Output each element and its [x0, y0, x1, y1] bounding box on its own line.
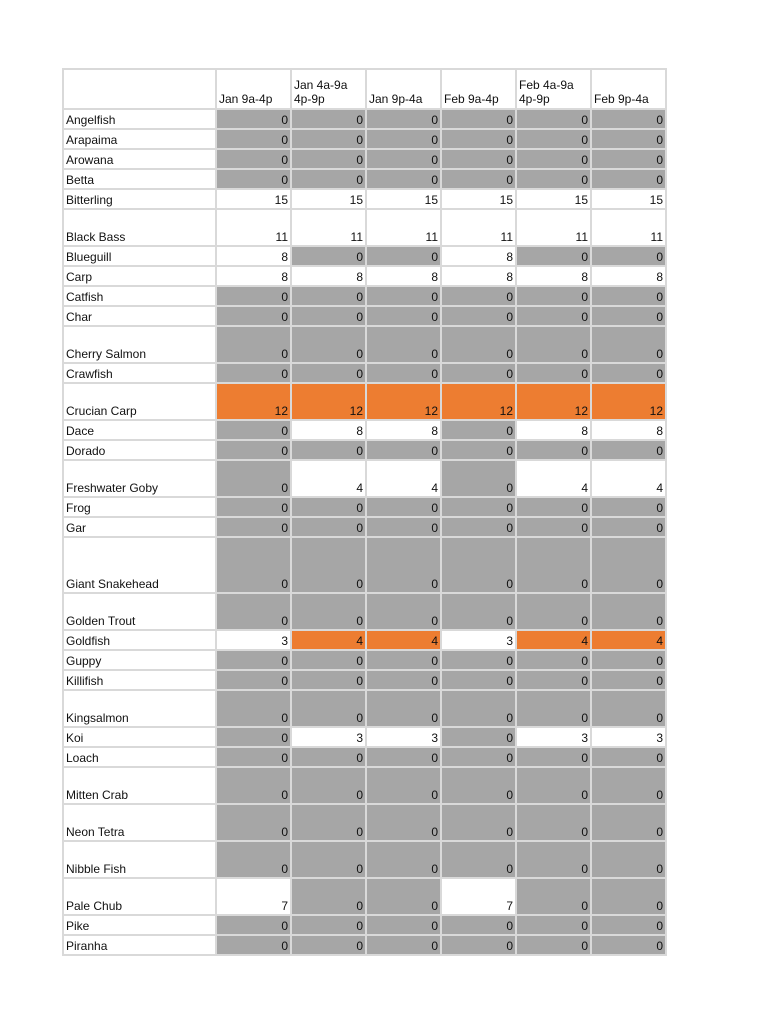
- value-cell[interactable]: 0: [216, 727, 291, 747]
- value-cell[interactable]: 0: [441, 286, 516, 306]
- value-cell[interactable]: 0: [216, 497, 291, 517]
- value-cell[interactable]: 8: [216, 246, 291, 266]
- value-cell[interactable]: 0: [216, 420, 291, 440]
- value-cell[interactable]: 0: [441, 440, 516, 460]
- value-cell[interactable]: 0: [516, 767, 591, 804]
- value-cell[interactable]: 8: [291, 420, 366, 440]
- table-row: [63, 593, 666, 630]
- value-cell[interactable]: 0: [216, 650, 291, 670]
- fish-name-cell[interactable]: Crucian Carp: [63, 383, 216, 420]
- fish-name-cell[interactable]: Angelfish: [63, 109, 216, 129]
- value-cell[interactable]: 0: [291, 497, 366, 517]
- value-cell[interactable]: 0: [366, 149, 441, 169]
- fish-name-cell[interactable]: Koi: [63, 727, 216, 747]
- value-cell[interactable]: 0: [516, 650, 591, 670]
- table-row: [63, 189, 666, 209]
- value-cell[interactable]: 8: [441, 266, 516, 286]
- value-cell[interactable]: 0: [291, 129, 366, 149]
- value-cell[interactable]: 0: [591, 537, 666, 593]
- value-cell[interactable]: 0: [591, 690, 666, 727]
- table-row: [63, 109, 666, 129]
- table-row: [63, 650, 666, 670]
- table-row: [63, 169, 666, 189]
- value-cell[interactable]: 0: [366, 804, 441, 841]
- value-cell[interactable]: 0: [516, 497, 591, 517]
- table-row: [63, 804, 666, 841]
- value-cell[interactable]: 0: [441, 537, 516, 593]
- value-cell[interactable]: 0: [516, 804, 591, 841]
- value-cell[interactable]: 12: [366, 383, 441, 420]
- value-cell[interactable]: 4: [516, 630, 591, 650]
- table-row: [63, 266, 666, 286]
- value-cell[interactable]: 0: [441, 306, 516, 326]
- value-cell[interactable]: 3: [216, 630, 291, 650]
- fish-name-cell[interactable]: Neon Tetra: [63, 804, 216, 841]
- value-cell[interactable]: 0: [291, 915, 366, 935]
- fish-name-cell[interactable]: Frog: [63, 497, 216, 517]
- value-cell[interactable]: 0: [591, 149, 666, 169]
- value-cell[interactable]: 0: [441, 767, 516, 804]
- value-cell[interactable]: 0: [516, 517, 591, 537]
- value-cell[interactable]: 0: [291, 650, 366, 670]
- table-row: [63, 306, 666, 326]
- value-cell[interactable]: 3: [591, 727, 666, 747]
- value-cell[interactable]: 0: [441, 109, 516, 129]
- fish-name-cell[interactable]: Arowana: [63, 149, 216, 169]
- table-row: [63, 497, 666, 517]
- value-cell[interactable]: 0: [216, 690, 291, 727]
- value-cell[interactable]: 0: [291, 670, 366, 690]
- value-cell[interactable]: 0: [366, 306, 441, 326]
- value-cell[interactable]: 0: [516, 129, 591, 149]
- value-cell[interactable]: 0: [291, 169, 366, 189]
- value-cell[interactable]: 11: [216, 209, 291, 246]
- value-cell[interactable]: 0: [366, 593, 441, 630]
- value-cell[interactable]: 0: [291, 149, 366, 169]
- value-cell[interactable]: 0: [216, 326, 291, 363]
- value-cell[interactable]: 0: [441, 460, 516, 497]
- value-cell[interactable]: 0: [366, 326, 441, 363]
- table-row: [63, 209, 666, 246]
- value-cell[interactable]: 3: [516, 727, 591, 747]
- value-cell[interactable]: 8: [516, 420, 591, 440]
- value-cell[interactable]: 3: [291, 727, 366, 747]
- value-cell[interactable]: 4: [291, 460, 366, 497]
- value-cell[interactable]: 0: [516, 841, 591, 878]
- value-cell[interactable]: 0: [516, 363, 591, 383]
- value-cell[interactable]: 0: [441, 935, 516, 955]
- value-cell[interactable]: 0: [441, 517, 516, 537]
- value-cell[interactable]: 11: [366, 209, 441, 246]
- value-cell[interactable]: 0: [516, 878, 591, 915]
- value-cell[interactable]: 11: [441, 209, 516, 246]
- value-cell[interactable]: 8: [591, 266, 666, 286]
- value-cell[interactable]: 15: [291, 189, 366, 209]
- value-cell[interactable]: 0: [366, 537, 441, 593]
- value-cell[interactable]: 0: [216, 129, 291, 149]
- fish-name-cell[interactable]: Guppy: [63, 650, 216, 670]
- value-cell[interactable]: 0: [516, 935, 591, 955]
- table-row: [63, 841, 666, 878]
- value-cell[interactable]: 0: [591, 878, 666, 915]
- value-cell[interactable]: 4: [591, 630, 666, 650]
- table-row: [63, 767, 666, 804]
- value-cell[interactable]: 0: [216, 915, 291, 935]
- value-cell[interactable]: 0: [441, 363, 516, 383]
- value-cell[interactable]: 0: [216, 747, 291, 767]
- value-cell[interactable]: 3: [366, 727, 441, 747]
- header-jan-9p-4a[interactable]: Jan 9p-4a: [366, 69, 441, 109]
- fish-name-cell[interactable]: Giant Snakehead: [63, 537, 216, 593]
- table-row: [63, 326, 666, 363]
- value-cell[interactable]: 0: [366, 517, 441, 537]
- value-cell[interactable]: 0: [216, 363, 291, 383]
- value-cell[interactable]: 0: [216, 286, 291, 306]
- value-cell[interactable]: 0: [216, 670, 291, 690]
- value-cell[interactable]: 0: [291, 363, 366, 383]
- value-cell[interactable]: 0: [441, 841, 516, 878]
- value-cell[interactable]: 0: [291, 440, 366, 460]
- header-feb-4a-9a-4p-9p[interactable]: Feb 4a-9a 4p-9p: [516, 69, 591, 109]
- value-cell[interactable]: 0: [291, 767, 366, 804]
- value-cell[interactable]: 8: [441, 246, 516, 266]
- value-cell[interactable]: 0: [291, 286, 366, 306]
- table-row: [63, 878, 666, 915]
- fish-name-cell[interactable]: Char: [63, 306, 216, 326]
- table-row: [63, 517, 666, 537]
- value-cell[interactable]: 0: [216, 935, 291, 955]
- header-feb-9p-4a[interactable]: Feb 9p-4a: [591, 69, 666, 109]
- value-cell[interactable]: 0: [591, 286, 666, 306]
- header-corner-cell[interactable]: [63, 69, 216, 109]
- fish-name-cell[interactable]: Black Bass: [63, 209, 216, 246]
- value-cell[interactable]: 0: [516, 109, 591, 129]
- fish-name-cell[interactable]: Dace: [63, 420, 216, 440]
- table-row: [63, 747, 666, 767]
- value-cell[interactable]: 0: [516, 246, 591, 266]
- value-cell[interactable]: 0: [291, 306, 366, 326]
- value-cell[interactable]: 0: [291, 690, 366, 727]
- table-row: [63, 630, 666, 650]
- value-cell[interactable]: 4: [516, 460, 591, 497]
- value-cell[interactable]: 0: [291, 747, 366, 767]
- value-cell[interactable]: 0: [591, 670, 666, 690]
- value-cell[interactable]: 0: [441, 497, 516, 517]
- value-cell[interactable]: 0: [441, 727, 516, 747]
- value-cell[interactable]: 4: [366, 630, 441, 650]
- value-cell[interactable]: 15: [591, 189, 666, 209]
- value-cell[interactable]: 8: [516, 266, 591, 286]
- value-cell[interactable]: 0: [516, 149, 591, 169]
- value-cell[interactable]: 0: [216, 841, 291, 878]
- value-cell[interactable]: 0: [216, 537, 291, 593]
- header-jan-9a-4p[interactable]: Jan 9a-4p: [216, 69, 291, 109]
- value-cell[interactable]: 0: [441, 804, 516, 841]
- value-cell[interactable]: 0: [516, 537, 591, 593]
- value-cell[interactable]: 15: [441, 189, 516, 209]
- value-cell[interactable]: 0: [516, 915, 591, 935]
- fish-name-cell[interactable]: Kingsalmon: [63, 690, 216, 727]
- value-cell[interactable]: 0: [291, 841, 366, 878]
- value-cell[interactable]: 4: [591, 460, 666, 497]
- value-cell[interactable]: 0: [441, 129, 516, 149]
- value-cell[interactable]: 11: [291, 209, 366, 246]
- value-cell[interactable]: 0: [591, 129, 666, 149]
- value-cell[interactable]: 0: [366, 878, 441, 915]
- value-cell[interactable]: 0: [591, 246, 666, 266]
- value-cell[interactable]: 0: [291, 935, 366, 955]
- value-cell[interactable]: 11: [516, 209, 591, 246]
- value-cell[interactable]: 0: [441, 326, 516, 363]
- value-cell[interactable]: 8: [591, 420, 666, 440]
- value-cell[interactable]: 0: [216, 149, 291, 169]
- value-cell[interactable]: 0: [591, 593, 666, 630]
- value-cell[interactable]: 8: [366, 266, 441, 286]
- value-cell[interactable]: 0: [591, 326, 666, 363]
- value-cell[interactable]: 0: [366, 650, 441, 670]
- value-cell[interactable]: 0: [291, 593, 366, 630]
- value-cell[interactable]: 0: [291, 537, 366, 593]
- value-cell[interactable]: 0: [216, 109, 291, 129]
- value-cell[interactable]: 0: [216, 767, 291, 804]
- value-cell[interactable]: 0: [591, 109, 666, 129]
- value-cell[interactable]: 0: [216, 306, 291, 326]
- value-cell[interactable]: 0: [591, 767, 666, 804]
- value-cell[interactable]: 12: [291, 383, 366, 420]
- table-row: [63, 537, 666, 593]
- value-cell[interactable]: 0: [441, 650, 516, 670]
- fish-name-cell[interactable]: Carp: [63, 266, 216, 286]
- fish-name-cell[interactable]: Goldfish: [63, 630, 216, 650]
- table-row: [63, 286, 666, 306]
- value-cell[interactable]: 12: [216, 383, 291, 420]
- table-body: [63, 109, 666, 955]
- value-cell[interactable]: 0: [516, 593, 591, 630]
- fish-name-cell[interactable]: Blueguill: [63, 246, 216, 266]
- fish-availability-table: [62, 68, 667, 956]
- fish-name-cell[interactable]: Gar: [63, 517, 216, 537]
- fish-name-cell[interactable]: Bitterling: [63, 189, 216, 209]
- value-cell[interactable]: 0: [216, 440, 291, 460]
- value-cell[interactable]: 3: [441, 630, 516, 650]
- value-cell[interactable]: 0: [366, 747, 441, 767]
- value-cell[interactable]: 0: [366, 767, 441, 804]
- value-cell[interactable]: 0: [591, 935, 666, 955]
- table-row: [63, 363, 666, 383]
- value-cell[interactable]: 0: [216, 517, 291, 537]
- value-cell[interactable]: 0: [441, 915, 516, 935]
- value-cell[interactable]: 0: [441, 747, 516, 767]
- fish-name-cell[interactable]: Mitten Crab: [63, 767, 216, 804]
- value-cell[interactable]: 0: [441, 670, 516, 690]
- value-cell[interactable]: 0: [591, 915, 666, 935]
- fish-name-cell[interactable]: Killifish: [63, 670, 216, 690]
- value-cell[interactable]: 0: [441, 169, 516, 189]
- value-cell[interactable]: 11: [591, 209, 666, 246]
- value-cell[interactable]: 0: [591, 650, 666, 670]
- value-cell[interactable]: 0: [591, 804, 666, 841]
- fish-name-cell[interactable]: Betta: [63, 169, 216, 189]
- value-cell[interactable]: 0: [591, 169, 666, 189]
- value-cell[interactable]: 0: [366, 690, 441, 727]
- value-cell[interactable]: 0: [591, 306, 666, 326]
- fish-name-cell[interactable]: Catfish: [63, 286, 216, 306]
- value-cell[interactable]: 0: [591, 517, 666, 537]
- value-cell[interactable]: 0: [366, 841, 441, 878]
- value-cell[interactable]: 0: [366, 246, 441, 266]
- fish-name-cell[interactable]: Golden Trout: [63, 593, 216, 630]
- value-cell[interactable]: 0: [366, 109, 441, 129]
- value-cell[interactable]: 0: [216, 804, 291, 841]
- header-jan-4a-9a-4p-9p[interactable]: Jan 4a-9a 4p-9p: [291, 69, 366, 109]
- value-cell[interactable]: 0: [516, 690, 591, 727]
- value-cell[interactable]: 0: [591, 363, 666, 383]
- fish-name-cell[interactable]: Dorado: [63, 440, 216, 460]
- value-cell[interactable]: 0: [516, 747, 591, 767]
- table-row: [63, 670, 666, 690]
- value-cell[interactable]: 0: [216, 169, 291, 189]
- header-row: [63, 69, 666, 109]
- value-cell[interactable]: 8: [366, 420, 441, 440]
- fish-name-cell[interactable]: Loach: [63, 747, 216, 767]
- table-row: [63, 690, 666, 727]
- table-row: [63, 935, 666, 955]
- header-feb-9a-4p[interactable]: Feb 9a-4p: [441, 69, 516, 109]
- value-cell[interactable]: 0: [516, 440, 591, 460]
- value-cell[interactable]: 0: [216, 460, 291, 497]
- value-cell[interactable]: 0: [291, 878, 366, 915]
- value-cell[interactable]: 0: [516, 286, 591, 306]
- value-cell[interactable]: 0: [516, 306, 591, 326]
- fish-name-cell[interactable]: Nibble Fish: [63, 841, 216, 878]
- value-cell[interactable]: 15: [366, 189, 441, 209]
- value-cell[interactable]: 0: [516, 670, 591, 690]
- table-row: [63, 727, 666, 747]
- value-cell[interactable]: 0: [366, 440, 441, 460]
- table-row: [63, 440, 666, 460]
- value-cell[interactable]: 4: [291, 630, 366, 650]
- value-cell[interactable]: 0: [591, 747, 666, 767]
- table-row: [63, 460, 666, 497]
- value-cell[interactable]: 12: [591, 383, 666, 420]
- fish-name-cell[interactable]: Crawfish: [63, 363, 216, 383]
- value-cell[interactable]: 0: [441, 690, 516, 727]
- value-cell[interactable]: 0: [441, 149, 516, 169]
- fish-name-cell[interactable]: Freshwater Goby: [63, 460, 216, 497]
- value-cell[interactable]: 0: [291, 804, 366, 841]
- value-cell[interactable]: 0: [366, 363, 441, 383]
- value-cell[interactable]: 7: [216, 878, 291, 915]
- fish-name-cell[interactable]: Pale Chub: [63, 878, 216, 915]
- value-cell[interactable]: 0: [366, 670, 441, 690]
- value-cell[interactable]: 0: [441, 593, 516, 630]
- table-row: [63, 420, 666, 440]
- fish-name-cell[interactable]: Arapaima: [63, 129, 216, 149]
- value-cell[interactable]: 15: [516, 189, 591, 209]
- value-cell[interactable]: 0: [591, 497, 666, 517]
- value-cell[interactable]: 0: [291, 109, 366, 129]
- value-cell[interactable]: 0: [291, 246, 366, 266]
- value-cell[interactable]: 0: [591, 440, 666, 460]
- value-cell[interactable]: 7: [441, 878, 516, 915]
- value-cell[interactable]: 0: [366, 915, 441, 935]
- value-cell[interactable]: 0: [291, 326, 366, 363]
- value-cell[interactable]: 0: [591, 841, 666, 878]
- value-cell[interactable]: 0: [366, 129, 441, 149]
- value-cell[interactable]: 12: [516, 383, 591, 420]
- table-row: [63, 915, 666, 935]
- table-row: [63, 246, 666, 266]
- value-cell[interactable]: 12: [441, 383, 516, 420]
- value-cell[interactable]: 15: [216, 189, 291, 209]
- fish-name-cell[interactable]: Piranha: [63, 935, 216, 955]
- value-cell[interactable]: 0: [291, 517, 366, 537]
- table-row: [63, 149, 666, 169]
- value-cell[interactable]: 0: [516, 326, 591, 363]
- value-cell[interactable]: 0: [516, 169, 591, 189]
- value-cell[interactable]: 8: [216, 266, 291, 286]
- value-cell[interactable]: 4: [366, 460, 441, 497]
- fish-name-cell[interactable]: Pike: [63, 915, 216, 935]
- value-cell[interactable]: 8: [291, 266, 366, 286]
- fish-name-cell[interactable]: Cherry Salmon: [63, 326, 216, 363]
- table-row: [63, 383, 666, 420]
- table-row: [63, 129, 666, 149]
- value-cell[interactable]: 0: [366, 286, 441, 306]
- value-cell[interactable]: 0: [366, 935, 441, 955]
- value-cell[interactable]: 0: [441, 420, 516, 440]
- value-cell[interactable]: 0: [216, 593, 291, 630]
- value-cell[interactable]: 0: [366, 497, 441, 517]
- value-cell[interactable]: 0: [366, 169, 441, 189]
